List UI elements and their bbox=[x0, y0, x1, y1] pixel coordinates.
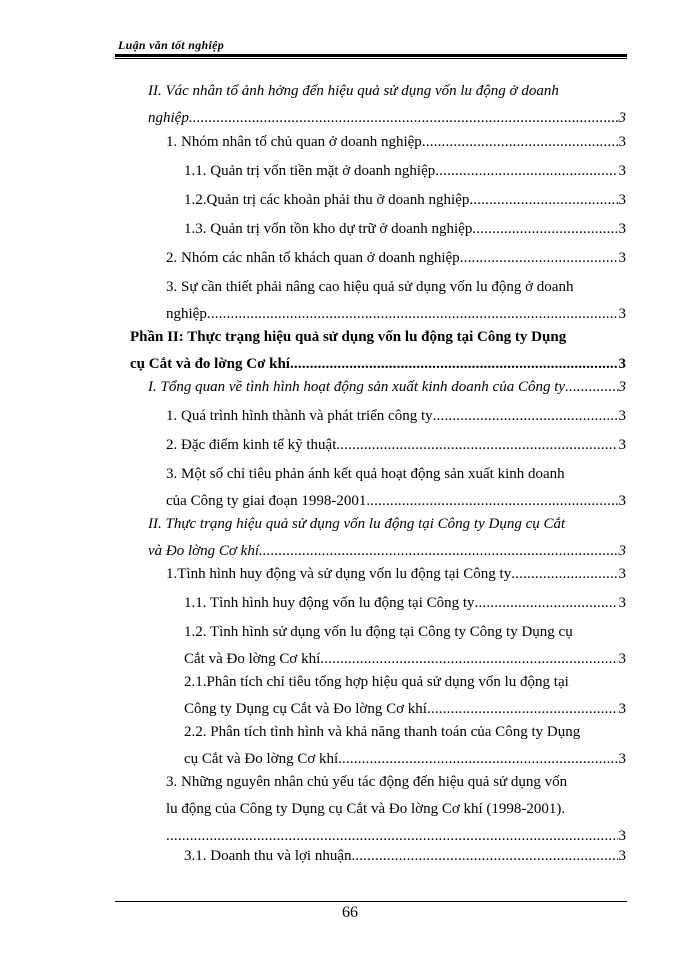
toc-entry-title: 1.3. Quản trị vốn tồn kho dự trữ ở doanh nghiệp bbox=[184, 221, 473, 237]
toc-entry-title: 3. Một số chỉ tiêu phản ánh kết quả hoạt động sản xuất kinh doanh bbox=[166, 466, 565, 482]
toc-entry bbox=[166, 245, 626, 272]
toc-entry-title: 2.1.Phân tích chỉ tiêu tổng hợp hiệu quả sử dụng vốn lu động tại bbox=[184, 674, 569, 690]
toc-page-number: 3 bbox=[618, 543, 626, 559]
toc-entry bbox=[184, 669, 626, 723]
toc-page-number: 3 bbox=[618, 306, 626, 322]
toc-entry-title-cont: Công ty Dụng cụ Cắt và Đo lờng Cơ khí bbox=[184, 701, 427, 717]
toc-leader bbox=[565, 374, 617, 401]
toc-leader bbox=[422, 129, 618, 156]
toc-entry bbox=[166, 432, 626, 459]
toc-page-number: 3 bbox=[618, 356, 626, 372]
toc-entry bbox=[184, 719, 626, 773]
toc-entry-title: 3. Những nguyên nhân chủ yếu tác động đến hiệu quả sử dụng vốn bbox=[166, 774, 568, 790]
toc-entry bbox=[148, 78, 626, 132]
toc-entry-title-cont: lu động của Công ty Dụng cụ Cắt và Đo lờng Cơ khí (1998-2001). bbox=[166, 801, 566, 817]
footer-page-number: 66 bbox=[342, 904, 358, 921]
toc-entry-title-cont: của Công ty giai đoạn 1998-2001. bbox=[166, 493, 371, 509]
toc-page-number: 3 bbox=[618, 493, 626, 509]
toc-page-number: 3 bbox=[618, 408, 626, 424]
toc-page-number: 3 bbox=[618, 163, 626, 179]
toc-entry bbox=[184, 619, 626, 673]
toc-entry bbox=[166, 403, 626, 430]
toc-entry-title: 1.2.Quản trị các khoản phải thu ở doanh nghiệp bbox=[184, 192, 470, 208]
toc-leader bbox=[433, 403, 618, 430]
toc-entry-title: 1.1. Quản trị vốn tiền mặt ở doanh nghiệp bbox=[184, 163, 436, 179]
toc-entry bbox=[184, 158, 626, 185]
toc-page-number: 3 bbox=[618, 250, 626, 266]
toc-page-number: 3 bbox=[618, 651, 626, 667]
toc-page-number: 3 bbox=[618, 110, 626, 126]
toc-entry bbox=[166, 769, 626, 850]
toc-page-number: 3 bbox=[618, 595, 626, 611]
toc-entry bbox=[184, 590, 626, 617]
toc-entry bbox=[166, 129, 626, 156]
toc-leader bbox=[340, 432, 617, 459]
toc-entry-title-cont: và Đo lờng Cơ khí. bbox=[148, 543, 263, 559]
toc-leader bbox=[475, 590, 618, 617]
toc-page-number: 3 bbox=[618, 134, 626, 150]
toc-leader bbox=[460, 245, 618, 272]
toc-entry bbox=[184, 187, 626, 214]
toc-entry bbox=[166, 461, 626, 515]
toc-entry-title-cont: nghiệp bbox=[148, 110, 189, 126]
toc-entry bbox=[130, 324, 626, 378]
toc-leader bbox=[189, 105, 618, 132]
toc-entry-title: 1.Tình hình huy động và sử dụng vốn lu động tại Công ty bbox=[166, 566, 512, 582]
toc-entry-title: II. Vác nhân tố ảnh hởng đến hiệu quả sử dụng vốn lu động ở doanh bbox=[148, 83, 559, 99]
toc-entry-title: 3.1. Doanh thu và lợi nhuận. bbox=[184, 848, 356, 864]
toc-leader bbox=[511, 561, 617, 588]
toc-entry-title: 2.2. Phân tích tình hình và khả năng thanh toán của Công ty Dụng bbox=[184, 724, 581, 740]
toc-entry-title: 1. Nhóm nhân tố chủ quan ở doanh nghiệp bbox=[166, 134, 422, 150]
toc-entry-title: 1.1. Tình hình huy động vốn lu động tại Công ty bbox=[184, 595, 475, 611]
toc-leader bbox=[469, 187, 617, 214]
toc-page-number: 3 bbox=[618, 379, 626, 395]
toc-page-number: 3 bbox=[618, 566, 626, 582]
toc-entry-title: 2. Nhóm các nhân tố khách quan ở doanh nghiệp bbox=[166, 250, 460, 266]
toc-page-number: 3 bbox=[618, 192, 626, 208]
toc-entry-title-cont: Cắt và Đo lờng Cơ khí bbox=[184, 651, 321, 667]
toc-entry-title: 1. Quá trình hình thành và phát triển công ty bbox=[166, 408, 433, 424]
toc-entry bbox=[166, 561, 626, 588]
toc-entry-title: 1.2. Tình hình sử dụng vốn lu động tại Công ty Công ty Dụng cụ bbox=[184, 624, 573, 640]
toc-entry bbox=[148, 511, 626, 565]
toc-entry bbox=[184, 216, 626, 243]
toc-entry bbox=[184, 843, 626, 870]
toc-entry-title: II. Thực trạng hiệu quả sử dụng vốn lu động tại Công ty Dụng cụ Cắt bbox=[148, 516, 566, 532]
toc-leader bbox=[472, 216, 617, 243]
toc-leader bbox=[355, 843, 617, 870]
toc-page-number: 3 bbox=[618, 437, 626, 453]
toc-page-number: 3 bbox=[618, 848, 626, 864]
footer-rule bbox=[115, 901, 627, 902]
header-title: Luận văn tốt nghiệp bbox=[118, 38, 225, 52]
toc-page-number: 3 bbox=[618, 751, 626, 767]
toc-entry bbox=[166, 274, 626, 328]
toc-entry bbox=[148, 374, 626, 401]
toc-entry-title: 3. Sự cần thiết phải nâng cao hiệu quả sử dụng vốn lu động ở doanh bbox=[166, 279, 574, 295]
toc-leader bbox=[435, 158, 617, 185]
toc-entry-title-cont: nghiệp bbox=[166, 306, 207, 322]
toc-entry-title: 2. Đặc điểm kinh tế kỹ thuật. bbox=[166, 437, 341, 453]
toc-entry-title: I. Tổng quan về tình hình hoạt động sản xuất kinh doanh của Công ty bbox=[148, 379, 566, 395]
toc-page-number: 3 bbox=[618, 701, 626, 717]
toc-page-number: 3 bbox=[618, 221, 626, 237]
toc-page-number: 3 bbox=[618, 828, 626, 844]
toc-entry-title-cont: cụ Cắt và đo lờng Cơ khí bbox=[130, 356, 290, 372]
toc-entry-title: Phần II: Thực trạng hiệu quả sử dụng vốn lu động tại Công ty Dụng bbox=[130, 329, 567, 345]
toc-entry-title-cont: cụ Cắt và Đo lờng Cơ khí. bbox=[184, 751, 342, 767]
